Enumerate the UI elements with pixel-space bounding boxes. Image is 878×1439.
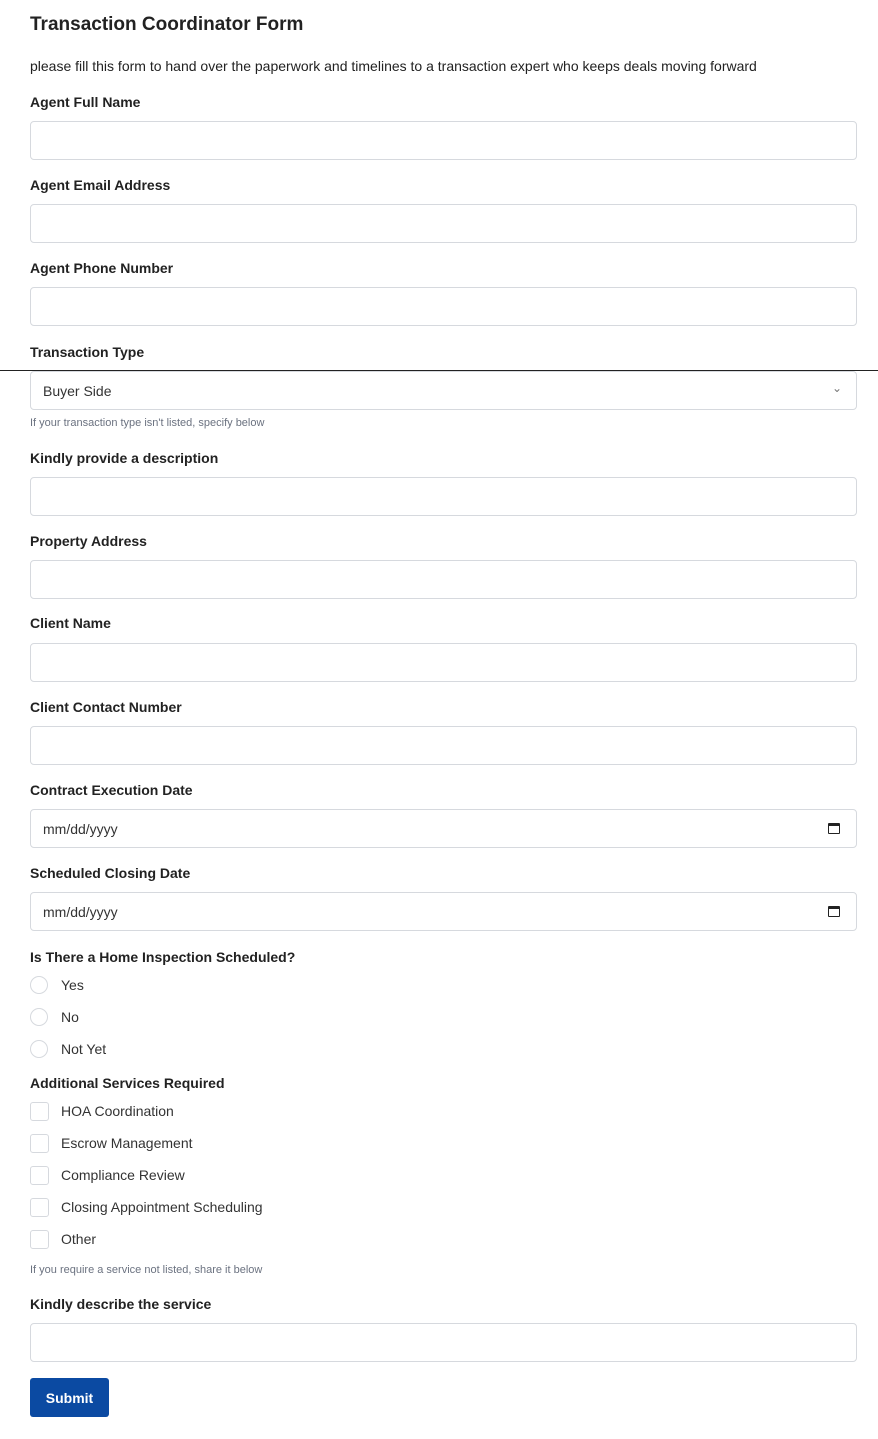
service-option-compliance[interactable]: [30, 1165, 185, 1185]
checkbox[interactable]: [30, 1134, 49, 1153]
option-label: No: [61, 1009, 79, 1025]
agent-phone-field[interactable]: [30, 287, 857, 326]
radio-button[interactable]: [30, 1008, 48, 1026]
option-label: HOA Coordination: [61, 1103, 174, 1119]
service-description-field[interactable]: [30, 1323, 857, 1362]
service-option-hoa[interactable]: [30, 1101, 174, 1121]
inspection-label: Is There a Home Inspection Scheduled?: [30, 949, 296, 965]
transaction-type-label: Transaction Type: [30, 344, 145, 360]
radio-button[interactable]: [30, 1040, 48, 1058]
transaction-type-value: Buyer Side: [43, 383, 112, 399]
calendar-icon[interactable]: [828, 823, 840, 834]
transaction-type-select[interactable]: [30, 371, 857, 410]
inspection-option-no[interactable]: [30, 1007, 79, 1027]
client-contact-label: Client Contact Number: [30, 699, 182, 715]
closing-date-value: mm/dd/yyyy: [43, 904, 118, 920]
inspection-option-yes[interactable]: [30, 975, 84, 995]
agent-email-input[interactable]: [31, 205, 856, 242]
inspection-option-not-yet[interactable]: [30, 1039, 106, 1059]
checkbox[interactable]: [30, 1102, 49, 1121]
option-label: Not Yet: [61, 1041, 107, 1057]
form-subtitle: please fill this form to hand over the paperwork and timelines to a transaction expert who keeps deals moving forward: [30, 58, 757, 74]
checkbox[interactable]: [30, 1166, 49, 1185]
client-contact-field[interactable]: [30, 726, 857, 765]
client-name-field[interactable]: [30, 643, 857, 682]
client-name-label: Client Name: [30, 615, 111, 631]
agent-phone-input[interactable]: [31, 288, 856, 325]
services-help: If you require a service not listed, share it below: [30, 1264, 263, 1276]
calendar-icon[interactable]: [828, 906, 840, 917]
client-contact-input[interactable]: [31, 727, 856, 764]
service-description-label: Kindly describe the service: [30, 1296, 212, 1312]
transaction-type-help: If your transaction type isn't listed, specify below: [30, 417, 265, 429]
option-label: Compliance Review: [61, 1167, 185, 1183]
description-field[interactable]: [30, 477, 857, 516]
agent-full-name-field[interactable]: [30, 121, 857, 160]
form-title: Transaction Coordinator Form: [30, 14, 304, 35]
chevron-down-icon: ⌄: [831, 381, 842, 395]
checkbox[interactable]: [30, 1230, 49, 1249]
contract-date-field[interactable]: [30, 809, 857, 848]
agent-full-name-input[interactable]: [31, 122, 856, 159]
option-label: Yes: [61, 977, 84, 993]
service-option-escrow[interactable]: [30, 1133, 193, 1153]
property-address-label: Property Address: [30, 533, 147, 549]
client-name-input[interactable]: [31, 644, 856, 681]
service-option-other[interactable]: [30, 1229, 96, 1249]
closing-date-label: Scheduled Closing Date: [30, 865, 191, 881]
submit-button[interactable]: Submit: [30, 1378, 109, 1417]
description-label: Kindly provide a description: [30, 450, 219, 466]
agent-full-name-label: Agent Full Name: [30, 94, 141, 110]
radio-button[interactable]: [30, 976, 48, 994]
service-option-closing[interactable]: [30, 1197, 263, 1217]
contract-date-label: Contract Execution Date: [30, 782, 193, 798]
option-label: Escrow Management: [61, 1135, 193, 1151]
property-address-input[interactable]: [31, 561, 856, 598]
property-address-field[interactable]: [30, 560, 857, 599]
services-label: Additional Services Required: [30, 1075, 225, 1091]
closing-date-field[interactable]: [30, 892, 857, 931]
agent-email-field[interactable]: [30, 204, 857, 243]
service-description-input[interactable]: [31, 1324, 856, 1361]
option-label: Closing Appointment Scheduling: [61, 1199, 263, 1215]
agent-phone-label: Agent Phone Number: [30, 260, 174, 276]
option-label: Other: [61, 1231, 97, 1247]
agent-email-label: Agent Email Address: [30, 177, 171, 193]
contract-date-value: mm/dd/yyyy: [43, 821, 118, 837]
checkbox[interactable]: [30, 1198, 49, 1217]
description-input[interactable]: [31, 478, 856, 515]
